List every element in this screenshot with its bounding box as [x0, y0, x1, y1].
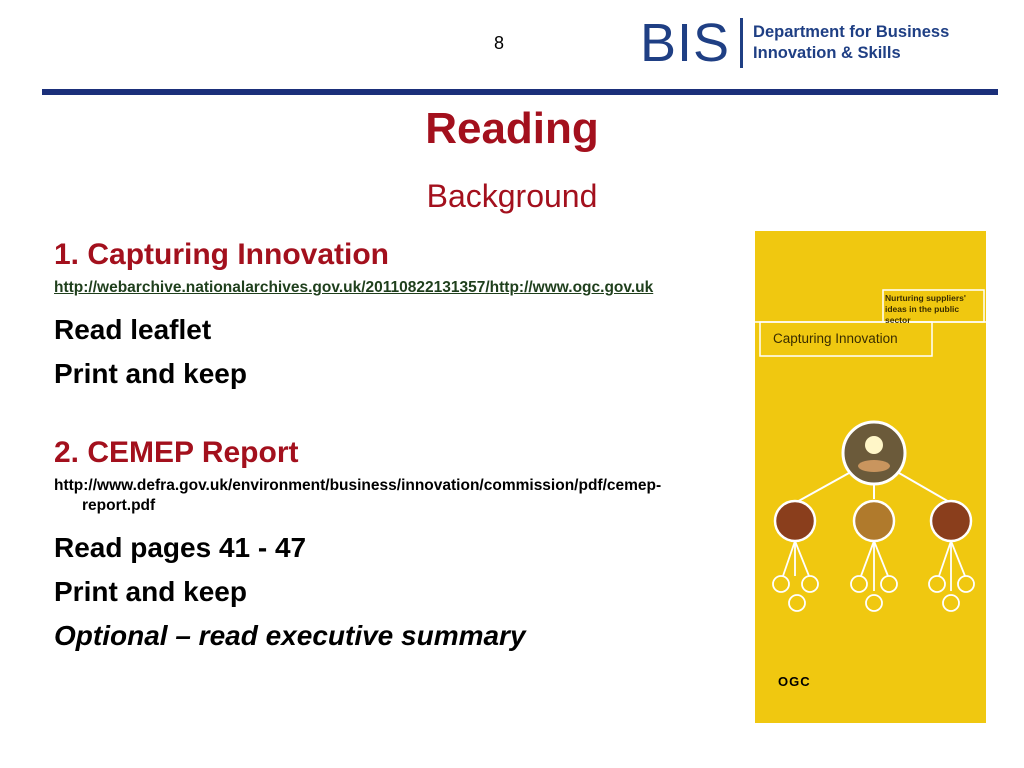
section-1-line-1: Read leaflet — [54, 314, 212, 345]
section-2-line-3: Optional – read executive summary — [54, 620, 526, 651]
slide-title: Reading — [425, 104, 599, 153]
slide-content — [54, 236, 734, 658]
page-number: 8 — [494, 33, 505, 53]
section-1-line-2: Print and keep — [54, 358, 247, 389]
logo-divider — [740, 18, 743, 68]
leaflet-cover-image — [755, 231, 986, 723]
logo-line-1: Department for Business — [753, 23, 950, 41]
section-2-url: http://www.defra.gov.uk/environment/business/innovation/commission/pdf/cemep-report.pdf — [54, 477, 662, 514]
section-2-line-2: Print and keep — [54, 576, 247, 607]
cover-tagline: Nurturing suppliers' ideas in the public sector — [885, 293, 966, 325]
slide-subtitle: Background — [426, 178, 598, 214]
section-2-heading: 2. CEMEP Report — [54, 436, 299, 469]
section-2-line-1: Read pages 41 - 47 — [54, 532, 307, 563]
bis-logo — [640, 13, 950, 73]
cover-title: Capturing Innovation — [773, 331, 898, 346]
logo-line-2: Innovation & Skills — [753, 44, 901, 62]
cover-publisher-logo: OGC — [778, 674, 811, 689]
logo-abbr: BIS — [640, 13, 731, 73]
section-1-heading: 1. Capturing Innovation — [54, 238, 389, 271]
section-1-link[interactable]: http://webarchive.nationalarchives.gov.uk/20110822131357/http://www.ogc.gov.uk — [54, 279, 654, 296]
logo-department-name — [753, 22, 949, 64]
section-1-url — [54, 278, 734, 298]
header-rule — [42, 89, 998, 95]
section-gap — [54, 396, 734, 434]
